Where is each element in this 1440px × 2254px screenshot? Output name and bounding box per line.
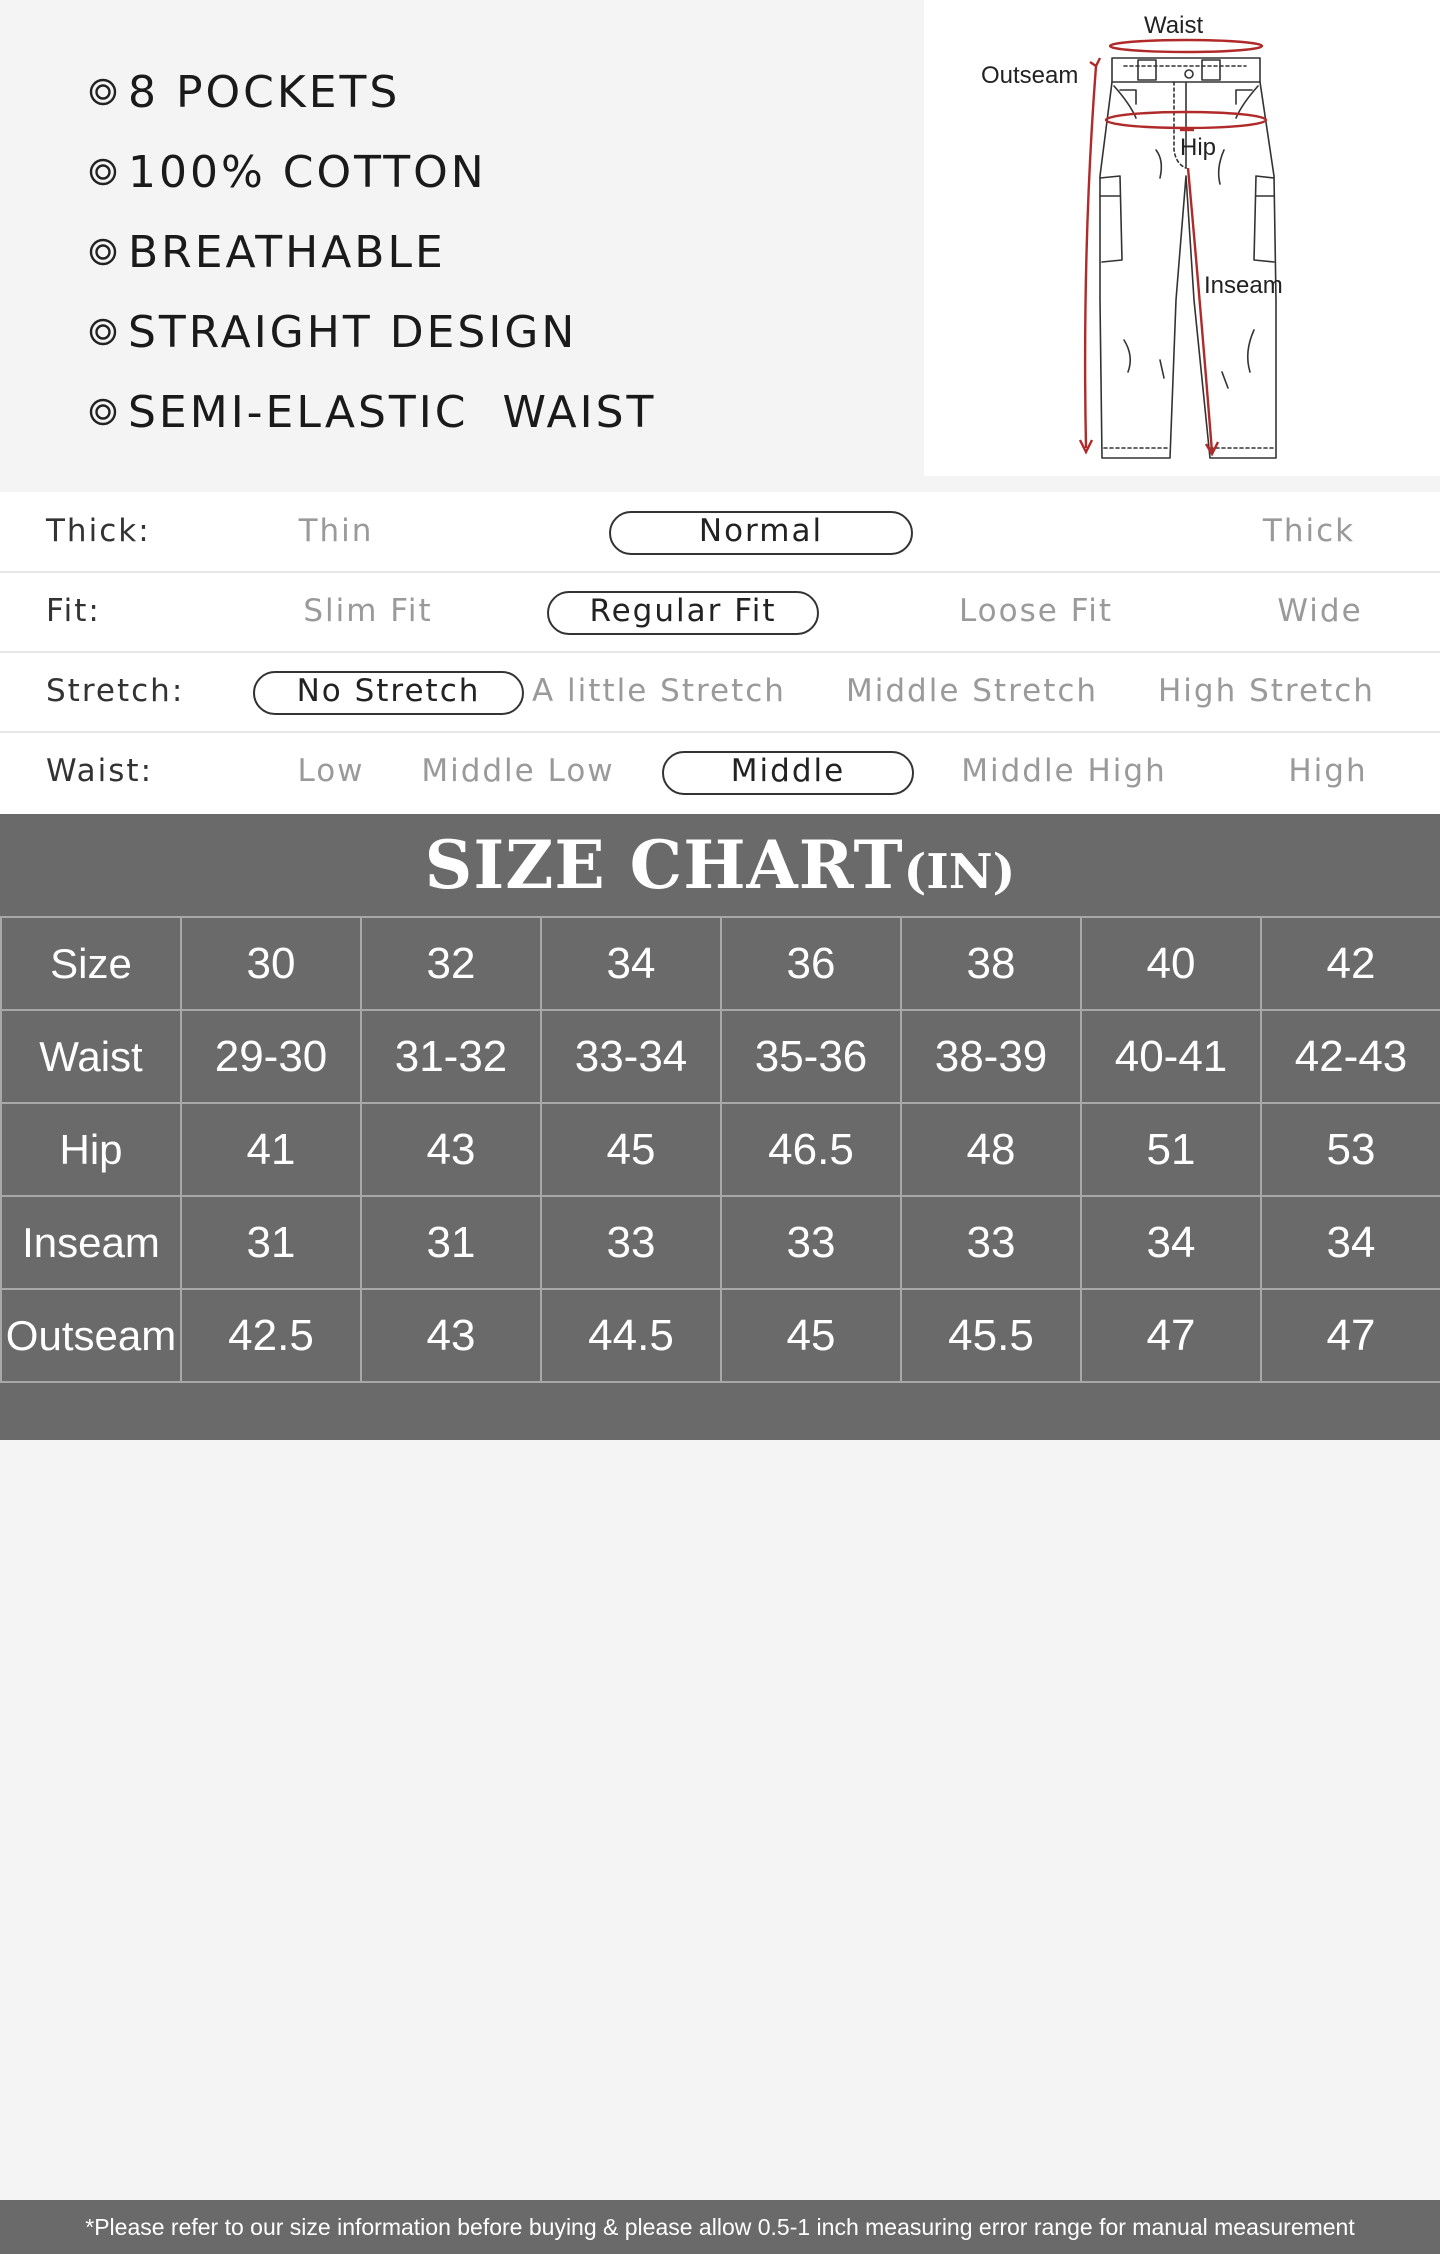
size-chart — [0, 814, 1440, 2240]
table-cell: 45 — [541, 1103, 721, 1196]
row-header-cell: Size — [1, 917, 181, 1010]
size-chart-title — [0, 814, 1440, 916]
table-cell: 44.5 — [541, 1289, 721, 1382]
waist-label: Waist — [1144, 12, 1204, 39]
table-cell: 47 — [1081, 1289, 1261, 1382]
table-cell: 40-41 — [1081, 1010, 1261, 1103]
feature-item — [88, 62, 400, 122]
concentric-circle-bullet-icon — [88, 397, 118, 427]
table-cell: 33 — [541, 1196, 721, 1289]
table-cell: 31-32 — [361, 1010, 541, 1103]
waist-option-high: High — [1288, 753, 1368, 789]
table-row — [1, 917, 1440, 1010]
table-cell: 38-39 — [901, 1010, 1081, 1103]
concentric-circle-bullet-icon — [88, 77, 118, 107]
table-row — [1, 1103, 1440, 1196]
table-cell: 48 — [901, 1103, 1081, 1196]
fit-option-slim: Slim Fit — [303, 593, 433, 629]
table-cell: 51 — [1081, 1103, 1261, 1196]
fit-option-loose: Loose Fit — [958, 593, 1114, 629]
feature-panel — [0, 0, 1440, 492]
table-cell: 35-36 — [721, 1010, 901, 1103]
table-cell: 46.5 — [721, 1103, 901, 1196]
table-cell: 42.5 — [181, 1289, 361, 1382]
table-cell: 34 — [541, 917, 721, 1010]
size-chart-unit: (IN) — [903, 844, 1016, 900]
feature-text: STRAIGHT DESIGN — [128, 306, 578, 358]
feature-item — [88, 142, 487, 202]
attribute-table — [0, 492, 1440, 814]
thick-row — [0, 492, 1440, 573]
thick-row-label: Thick: — [46, 513, 151, 549]
table-row — [1, 1289, 1440, 1382]
table-cell: 38 — [901, 917, 1081, 1010]
concentric-circle-bullet-icon — [88, 317, 118, 347]
row-header-cell: Outseam — [1, 1289, 181, 1382]
waist-row — [0, 732, 1440, 814]
outseam-label: Outseam — [981, 62, 1079, 89]
table-cell: 30 — [181, 917, 361, 1010]
table-cell: 45 — [721, 1289, 901, 1382]
concentric-circle-bullet-icon — [88, 237, 118, 267]
thick-option-thick: Thick — [1262, 513, 1356, 549]
table-cell: 34 — [1081, 1196, 1261, 1289]
table-cell: 32 — [361, 917, 541, 1010]
table-cell: 31 — [361, 1196, 541, 1289]
fit-row-label: Fit: — [46, 593, 101, 629]
fit-option-wide: Wide — [1277, 593, 1363, 629]
table-cell: 42-43 — [1261, 1010, 1440, 1103]
waist-option-middle: Middle — [730, 753, 846, 789]
row-header-cell: Waist — [1, 1010, 181, 1103]
fit-option-regular: Regular Fit — [589, 593, 777, 629]
stretch-row-label: Stretch: — [46, 673, 185, 709]
hip-label: Hip — [1180, 134, 1217, 161]
feature-item — [88, 302, 577, 362]
table-cell: 33-34 — [541, 1010, 721, 1103]
table-row — [1, 1196, 1440, 1289]
table-cell: 33 — [721, 1196, 901, 1289]
table-cell: 31 — [181, 1196, 361, 1289]
table-cell: 34 — [1261, 1196, 1440, 1289]
pants-diagram — [924, 0, 1440, 476]
feature-text: 100% COTTON — [128, 146, 487, 198]
waist-option-low: Low — [297, 753, 365, 789]
stretch-row — [0, 652, 1440, 733]
waist-option-middle-low: Middle Low — [421, 753, 615, 789]
stretch-option-middle: Middle Stretch — [846, 673, 1099, 709]
feature-text: BREATHABLE — [128, 226, 446, 278]
waist-option-middle-high: Middle High — [961, 753, 1167, 789]
stretch-option-little: A little Stretch — [532, 673, 786, 709]
table-cell: 45.5 — [901, 1289, 1081, 1382]
measurement-note: *Please refer to our size information before buying & please allow 0.5-1 inch measuring error range for manual measurement — [0, 2200, 1440, 2254]
stretch-option-high: High Stretch — [1158, 673, 1375, 709]
table-cell: 42 — [1261, 917, 1440, 1010]
table-cell: 53 — [1261, 1103, 1440, 1196]
feature-item — [88, 222, 446, 282]
inseam-label: Inseam — [1204, 272, 1283, 299]
size-chart-title-text: SIZE CHART — [424, 826, 904, 904]
table-cell: 47 — [1261, 1289, 1440, 1382]
thick-option-normal: Normal — [698, 513, 824, 549]
concentric-circle-bullet-icon — [88, 157, 118, 187]
size-table — [0, 916, 1440, 1383]
fit-row — [0, 572, 1440, 653]
table-cell: 29-30 — [181, 1010, 361, 1103]
thick-option-thin: Thin — [298, 513, 374, 549]
table-cell: 40 — [1081, 917, 1261, 1010]
waist-row-label: Waist: — [46, 753, 154, 789]
table-cell: 41 — [181, 1103, 361, 1196]
feature-item — [88, 382, 656, 442]
table-cell: 33 — [901, 1196, 1081, 1289]
feature-text: SEMI-ELASTIC WAIST — [128, 386, 657, 438]
table-cell: 43 — [361, 1289, 541, 1382]
row-header-cell: Hip — [1, 1103, 181, 1196]
stretch-option-none: No Stretch — [296, 673, 481, 709]
feature-text: 8 POCKETS — [128, 66, 401, 118]
table-cell: 36 — [721, 917, 901, 1010]
table-cell: 43 — [361, 1103, 541, 1196]
row-header-cell: Inseam — [1, 1196, 181, 1289]
table-row — [1, 1010, 1440, 1103]
